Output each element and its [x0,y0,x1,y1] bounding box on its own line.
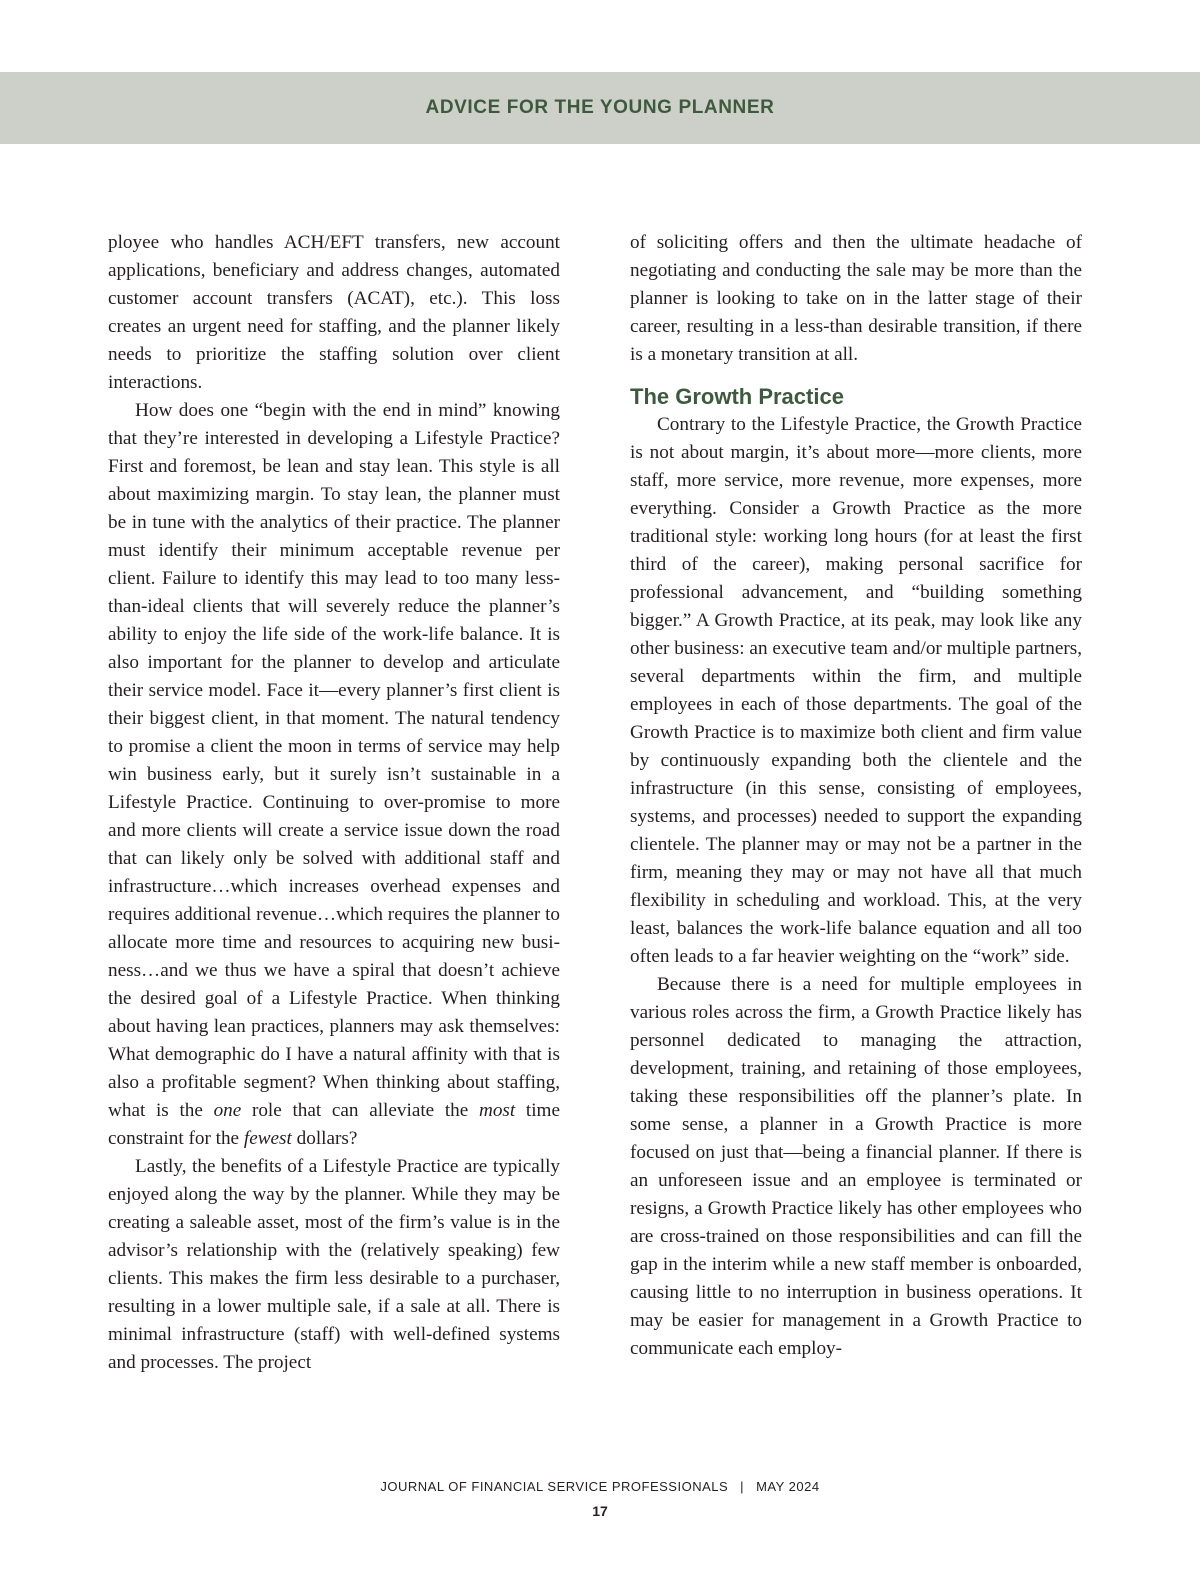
right-paragraph-1: of soliciting offers and then the ultimate headache of negotiating and conducting the sale may be more than the planner is looking to take on in the latter stage of their career, resulting in a less-than desirable transition, if there is a monetary transition at all. [630,232,1082,365]
page-number: 17 [592,1503,608,1519]
right-paragraph-3: Because there is a need for multiple employees in various roles across the firm, a Growth Practice likely has personnel dedicated to managing the attraction, development, training, and retaining of those employees, taking these responsibilities off the planner’s plate. In some sense, a planner in a Growth Practice is more focused on just that—being a financial planner. If there is an unforeseen issue and an employee is terminated or resigns, a Growth Practice likely has other employees who are cross-trained on those responsibilities and can fill the gap in the interim while a new staff member is onboarded, causing little to no interruption in business operations. It may be easier for management in a Growth Practice to communicate each employ- [630,974,1082,1359]
emphasis-most: most [478,1100,516,1121]
footer-date: MAY 2024 [756,1479,820,1494]
emphasis-fewest: fewest [243,1128,292,1149]
section-heading-growth-practice: The Growth Practice [630,384,844,409]
footer-separator: | [740,1479,745,1494]
right-column [630,229,1082,1363]
running-header-band [0,72,1200,144]
left-paragraph-3: Lastly, the benefits of a Lifestyle Practice are typically enjoyed along the way by the planner. While they may be creating a saleable asset, most of the firm’s value is in the advisor’s relationship with the (relatively speaking) few clients. This makes the firm less desirable to a purchaser, resulting in a lower multiple sale, if a sale at all. There is minimal infrastructure (staff) with well-defined systems and processes. The project [108,1156,560,1373]
left-paragraph-2: How does one “begin with the end in mind” knowing that they’re interested in developing a Lifestyle Practice? First and foremost, be lean and stay lean. This style is all about maximizing margin. To stay lean, the planner must be in tune with the analytics of their practice. The planner must identify their minimum acceptable revenue per client. Failure to identify this may lead to too many less-than-ideal clients that will severely reduce the planner’s ability to enjoy the life side of the work-life balance. It is also important for the planner to develop and articulate their service model. Face it—every planner’s first client is their biggest client, in that moment. The natural tendency to promise a client the moon in terms of service may help win business early, but it surely isn’t sustainable in a Lifestyle Practice. Continuing to over-promise to more and more clients will create a service issue down the road that can likely only be solved with additional staff and infrastructure…which increases overhead expenses and requires additional revenue…which requires the planner to allocate more time and resources to acquiring new business…and we thus we have a spiral that doesn’t achieve the desired goal of a Lifestyle Practice. When thinking about having lean practices, planners may ask themselves: What demographic do I have a natural affinity with that is also a profitable segment? When thinking about staffing, what is the one role that can alleviate the most time constraint for the fewest dollars? [108,400,560,1149]
emphasis-one: one [213,1100,242,1121]
footer-journal-line [0,1479,1200,1494]
right-paragraph-2: Contrary to the Lifestyle Practice, the Growth Practice is not about margin, it’s about more—more clients, more staff, more service, more revenue, more expenses, more everything. Consider a Growth Practice as the more traditional style: working long hours (for at least the first third of the career), making personal sacrifice for professional advancement, and “building something bigger.” A Growth Practice, at its peak, may look like any other business: an executive team and/or multiple partners, several departments within the firm, and multiple employees in each of those departments. The goal of the Growth Practice is to maximize both client and firm value by continuously expanding both the clientele and the infrastructure (in this sense, consisting of employees, systems, and processes) needed to support the expanding clientele. The planner may or may not be a partner in the firm, meaning they may or may not have all that much flexibility in scheduling and workload. This, at the very least, balances the work-life balance equation and all too often leads to a far heavier weighting on the “work” side. [630,414,1082,967]
left-column [108,229,560,1377]
footer-journal-name: JOURNAL OF FINANCIAL SERVICE PROFESSIONALS [380,1479,729,1494]
running-header-title: ADVICE FOR THE YOUNG PLANNER [425,97,775,118]
left-paragraph-1: ployee who handles ACH/EFT transfers, new account applications, beneficiary and address changes, automated customer account transfers (ACAT), etc.). This loss creates an urgent need for staffing, and the planner likely needs to prioritize the staffing solution over client interactions. [108,232,560,393]
